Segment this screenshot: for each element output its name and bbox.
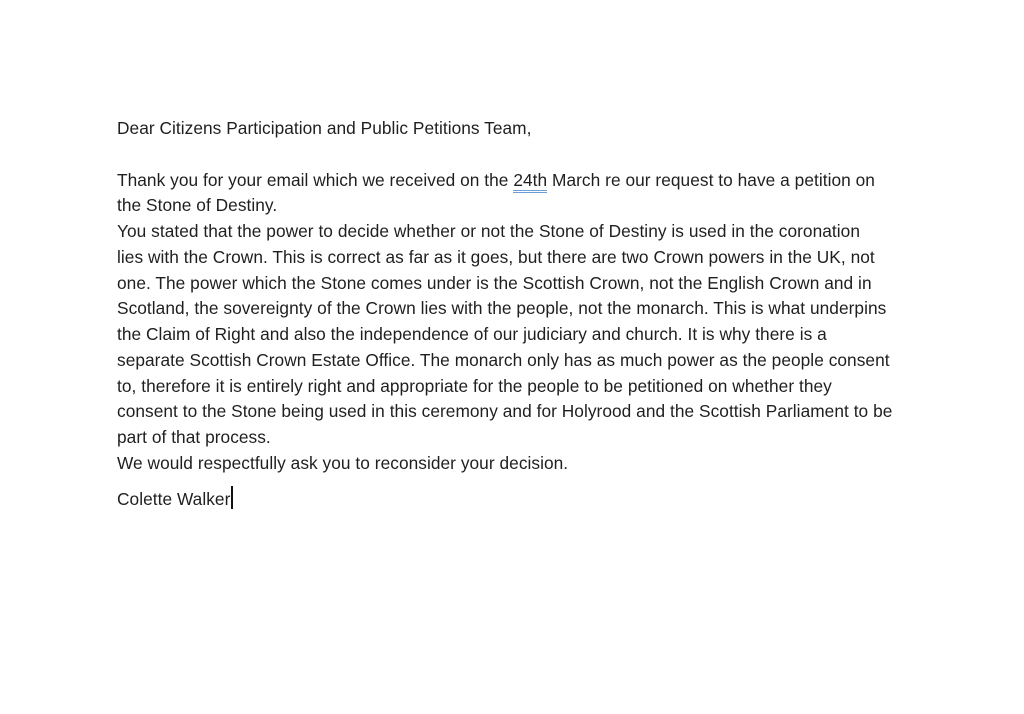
- greeting-line: Dear Citizens Participation and Public Petitions Team,: [117, 118, 532, 138]
- body-line: You stated that the power to decide whether or not the Stone of Destiny is used in the coronation: [117, 221, 860, 241]
- blank-line: [117, 142, 947, 168]
- body-line: part of that process.: [117, 427, 271, 447]
- body-line: to, therefore it is entirely right and appropriate for the people to be petitioned on whether they: [117, 375, 832, 396]
- closing-line: We would respectfully ask you to reconsider your decision.: [117, 452, 569, 473]
- grammar-flagged-word[interactable]: 24th: [513, 170, 547, 193]
- letter-body: [117, 116, 947, 512]
- body-line: consent to the Stone being used in this ceremony and for Holyrood and the Scottish Parliament to be: [117, 401, 893, 422]
- body-line: [117, 168, 947, 194]
- text-cursor: [231, 486, 233, 509]
- body-line: one. The power which the Stone comes under is the Scottish Crown, not the English Crown and in: [117, 272, 872, 293]
- signature-line: [117, 486, 947, 513]
- body-line: the Stone of Destiny.: [117, 195, 278, 216]
- body-line: the Claim of Right and also the independence of our judiciary and church. It is why there is a: [117, 324, 827, 344]
- body-line: Scotland, the sovereignty of the Crown lies with the people, not the monarch. This is what underpins: [117, 298, 887, 319]
- signature-text: Colette Walker: [117, 488, 231, 509]
- body-line: separate Scottish Crown Estate Office. The monarch only has as much power as the people consent: [117, 349, 890, 370]
- body-text: March re our request to have a petition on: [547, 169, 875, 190]
- body-text: Thank you for your email which we received on the: [117, 169, 514, 190]
- body-line: lies with the Crown. This is correct as far as it goes, but there are two Crown powers in the UK, not: [117, 246, 875, 267]
